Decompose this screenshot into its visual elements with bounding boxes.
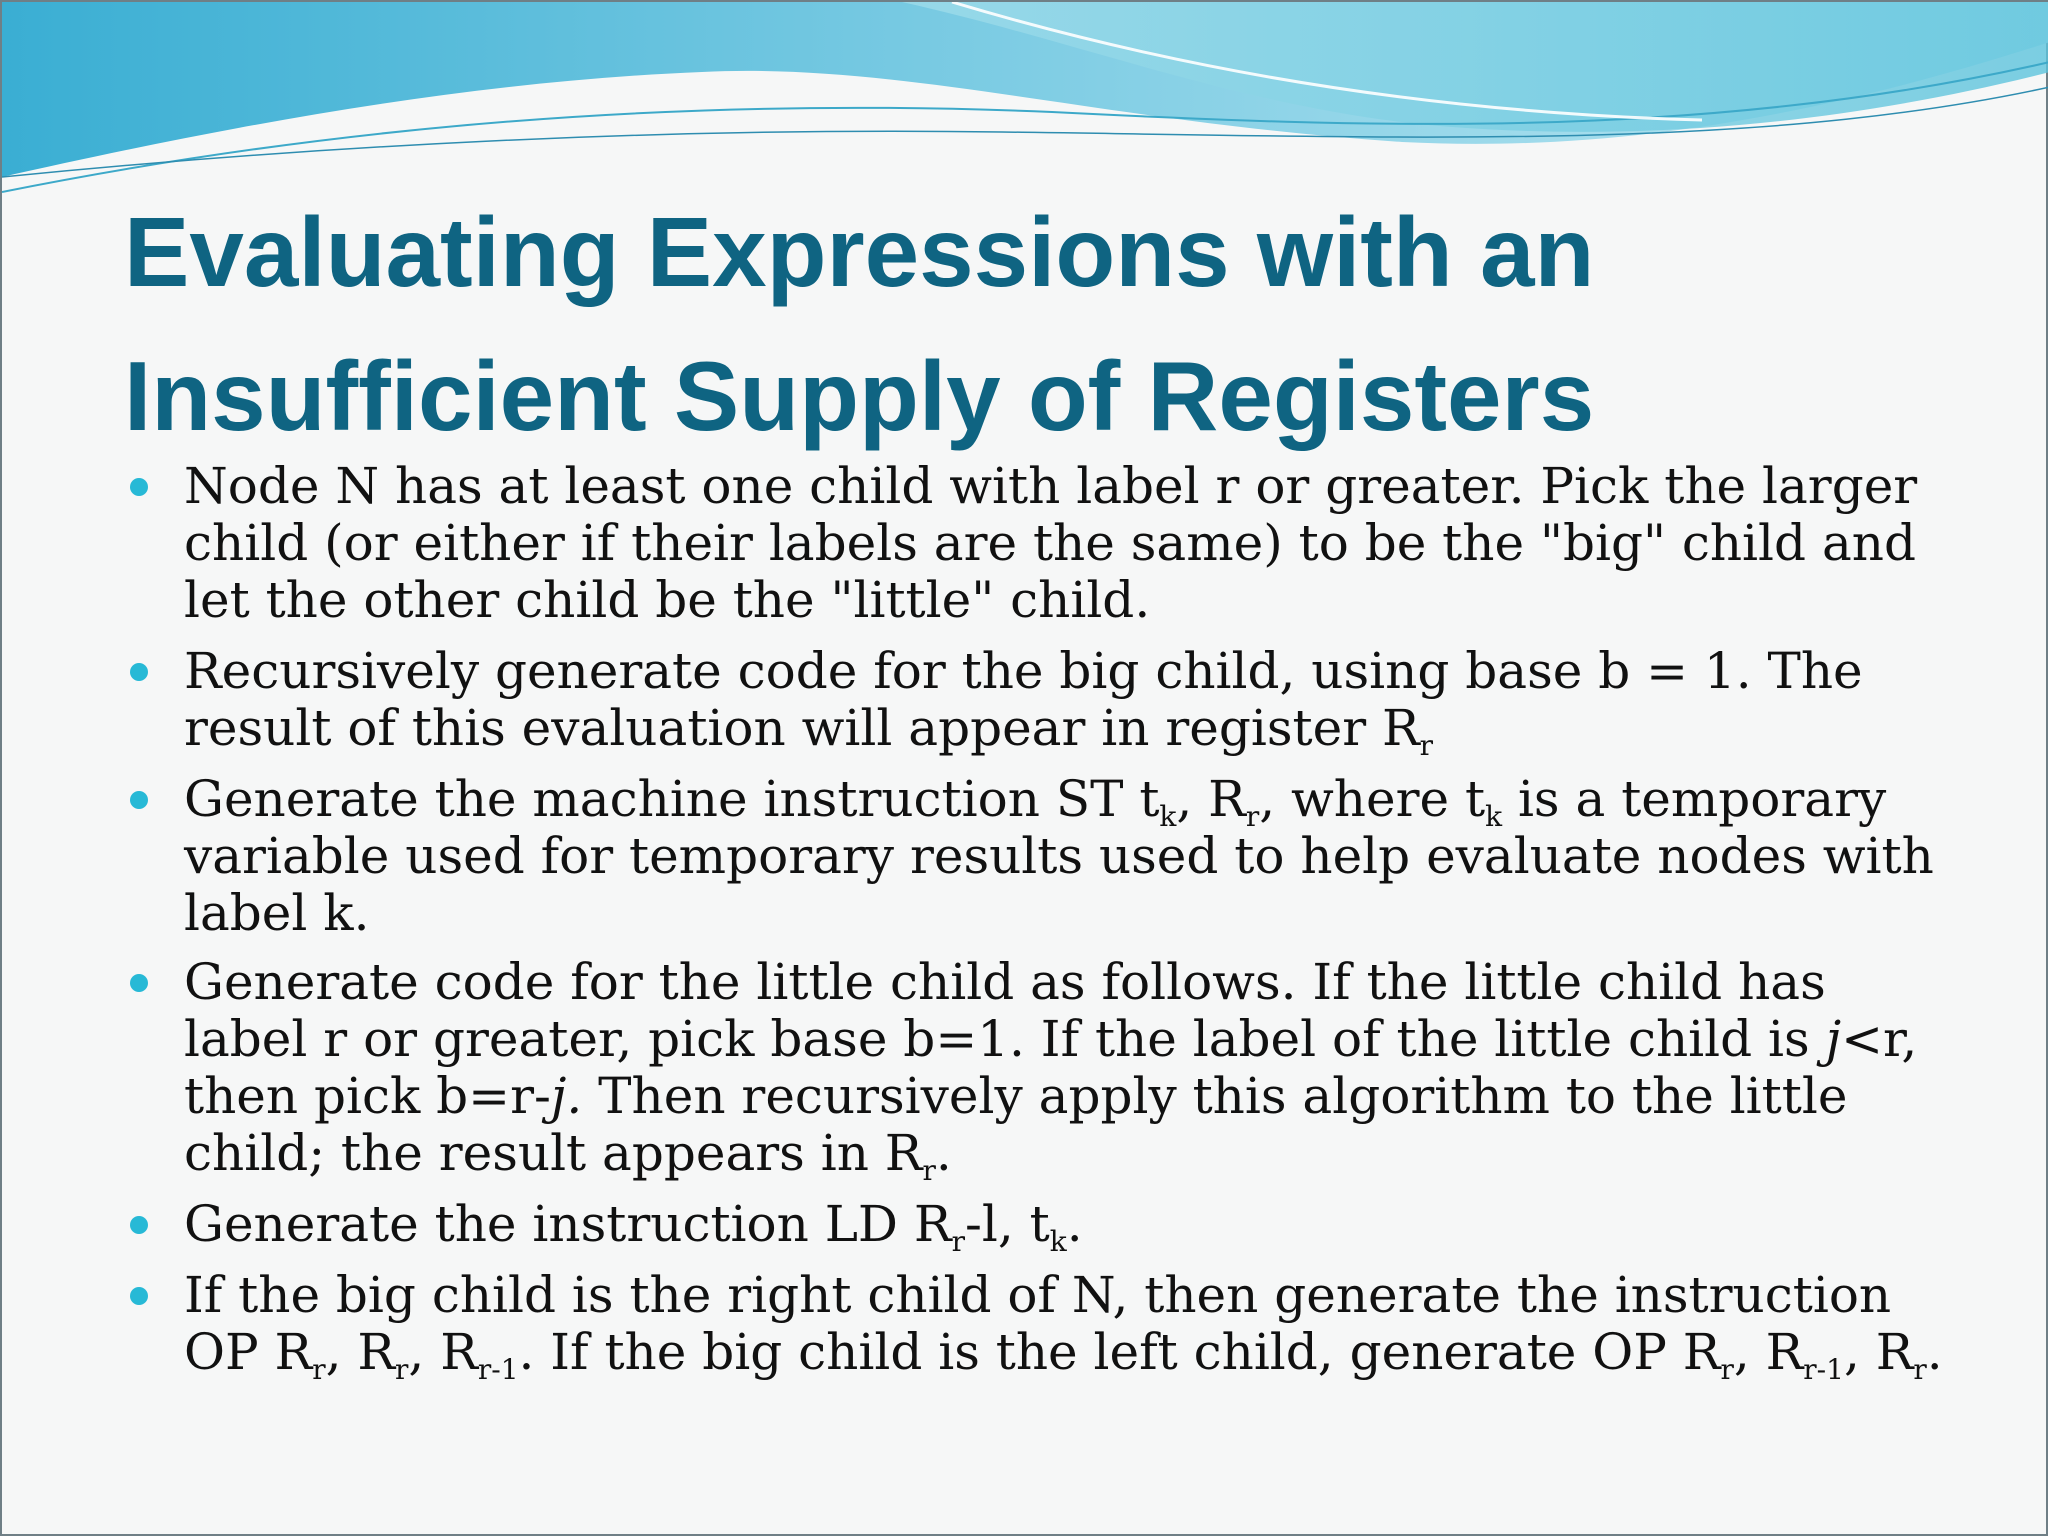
bullet-text: Node N has at least one child with label r or greater. Pick the larger child (or either if their labels are the same) to be the "big" child and let the other child be the "little" child.: [184, 457, 1918, 629]
bullet-dot-icon: [130, 478, 148, 496]
subscript: r: [1245, 800, 1260, 833]
bullet-text: Recursively generate code for the big child, using base b = 1. The result of this evaluation will appear in register R: [184, 642, 1863, 757]
bullet-text: , R: [325, 1323, 396, 1381]
subscript: r: [1419, 729, 1434, 762]
bullet-list: [128, 458, 1958, 1395]
title-line-1: Evaluating Expressions with an: [124, 197, 1595, 307]
bullet-text: Generate the machine instruction ST t: [184, 770, 1160, 828]
bullet-text: .: [1066, 1195, 1083, 1253]
bullet-item-3: [128, 771, 1958, 942]
bullet-item-2: [128, 642, 1958, 762]
subscript: r: [1720, 1353, 1734, 1386]
subscript: k: [1485, 800, 1503, 833]
bullet-item-6: [128, 1266, 1958, 1386]
italic-text: j: [1825, 1010, 1842, 1068]
bullet-text: Generate code for the little child as follows. If the little child has label r or greater, pick base b=1. If the label of the little child is: [184, 953, 1826, 1068]
bullet-text: , R: [1733, 1323, 1804, 1381]
slide-title: [124, 180, 1944, 468]
bullet-text: , where t: [1259, 770, 1486, 828]
subscript: r-1: [477, 1353, 519, 1386]
subscript: r-1: [1803, 1353, 1844, 1386]
bullet-text: <r, then pick b=r-: [184, 1010, 1918, 1125]
subscript: k: [1159, 800, 1177, 833]
bullet-text: .: [935, 1124, 952, 1182]
bullet-item-5: [128, 1195, 1958, 1258]
bullet-text: Generate the instruction LD R: [184, 1195, 952, 1253]
bullet-text: , R: [1176, 770, 1246, 828]
subscript: r: [395, 1353, 409, 1386]
bullet-text: , R: [408, 1323, 478, 1381]
bullet-text: Then recursively apply this algorithm to the little child; the result appears in R: [184, 1067, 1848, 1182]
bullet-text: .: [1926, 1323, 1943, 1381]
bullet-item-4: [128, 953, 1958, 1187]
bullet-dot-icon: [130, 791, 148, 809]
bullet-text: . If the big child is the left child, generate OP R: [518, 1323, 1721, 1381]
subscript: r: [312, 1353, 326, 1386]
bullet-dot-icon: [130, 1287, 148, 1305]
bullet-text: , R: [1843, 1323, 1914, 1381]
bullet-item-1: [128, 458, 1958, 629]
subscript: r: [922, 1154, 936, 1187]
bullet-dot-icon: [130, 974, 148, 992]
bullet-text: If the big child is the right child of N, then generate the instruction OP R: [184, 1266, 1892, 1381]
italic-text: j.: [550, 1067, 583, 1125]
title-line-2: Insufficient Supply of Registers: [124, 341, 1595, 451]
subscript: r: [951, 1225, 965, 1258]
bullet-text: is a temporary variable used for temporary results used to help evaluate nodes with label k.: [184, 770, 1934, 942]
bullet-dot-icon: [130, 663, 148, 681]
bullet-text: -l, t: [964, 1195, 1050, 1253]
subscript: k: [1049, 1225, 1067, 1258]
bullet-dot-icon: [130, 1216, 148, 1234]
subscript: r: [1913, 1353, 1927, 1386]
